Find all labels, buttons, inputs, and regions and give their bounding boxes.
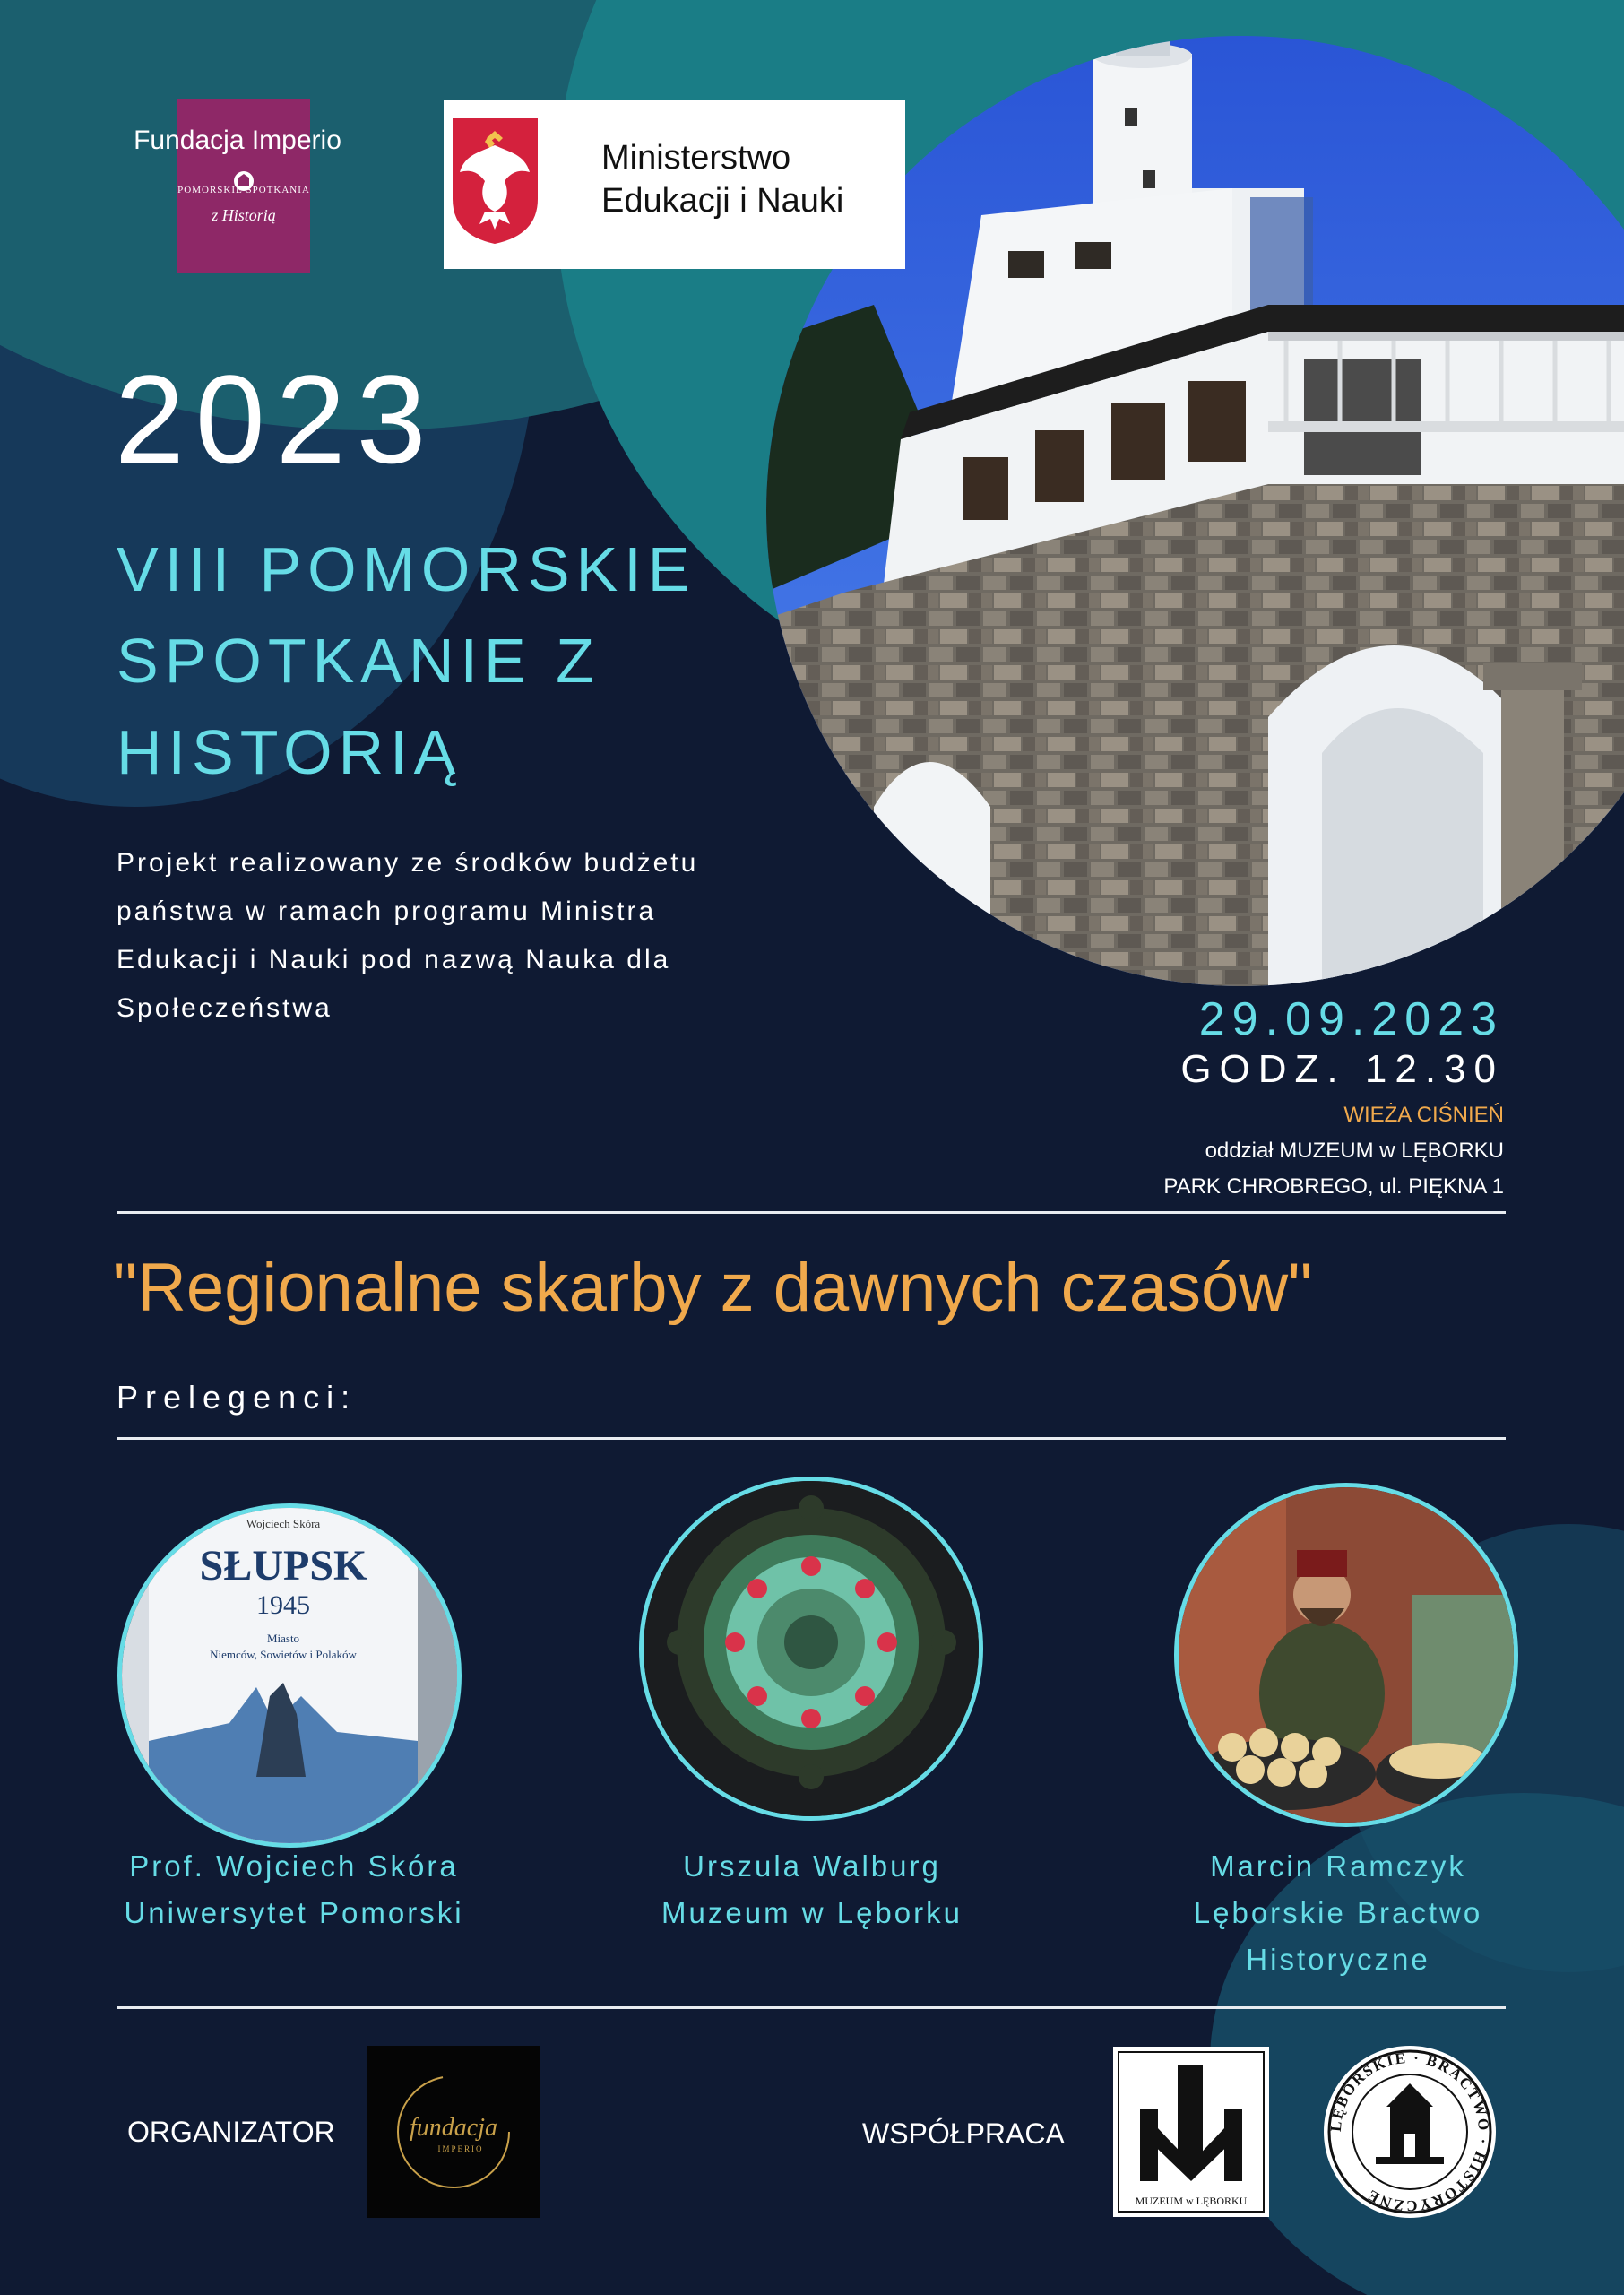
project-line: Społeczeństwa: [117, 993, 333, 1023]
speaker-3: [1105, 1843, 1571, 1983]
divider: [117, 2006, 1506, 2009]
speakers-label: Prelegenci:: [117, 1379, 358, 1416]
event-title-line3: HISTORIĄ: [117, 717, 462, 787]
cooperation-label: WSPÓŁPRACA: [862, 2117, 1065, 2150]
ministry-logo: [444, 100, 905, 269]
fundacja-imperio-organizer-logo: [367, 2046, 540, 2218]
event-branch: oddział MUZEUM w LĘBORKU: [1205, 1139, 1504, 1163]
speaker-affiliation: Muzeum w Lęborku: [661, 1896, 963, 1929]
fundacja-imperio-logo: [117, 99, 358, 273]
book-author: Wojciech Skóra: [246, 1517, 321, 1530]
ministry-name-line1: Ministerstwo: [601, 139, 791, 177]
brotherhood-logo-text: LĘBORSKIE · BRACTWO · HISTORYCZNE: [1326, 2048, 1493, 2215]
speaker-affiliation: Lęborskie Bractwo: [1193, 1896, 1483, 1929]
project-line: państwa w ramach programu Ministra: [117, 896, 657, 926]
year-heading: 2023: [115, 349, 437, 489]
divider: [117, 1211, 1506, 1214]
ministry-name: [601, 136, 843, 222]
lebork-brotherhood-logo: [1322, 2044, 1498, 2220]
book-subtitle: Niemców, Sowietów i Polaków: [210, 1648, 357, 1661]
fundacja-signature: z Historią: [212, 206, 276, 224]
book-cover-photo: [117, 1503, 462, 1848]
reenactor-photo: [1174, 1483, 1518, 1827]
event-address: PARK CHROBREGO, ul. PIĘKNA 1: [1163, 1174, 1504, 1199]
book-year: 1945: [256, 1590, 310, 1620]
polish-eagle-emblem-icon: [453, 118, 538, 244]
event-title-line2: SPOTKANIE Z: [117, 626, 600, 696]
event-title-line1: VIII POMORSKIE: [117, 534, 696, 604]
artifact-brooch-photo: [639, 1477, 983, 1821]
museum-logo-caption: MUZEUM w LĘBORKU: [1135, 2195, 1248, 2207]
organizer-logo-text: fundacja: [410, 2114, 497, 2142]
event-time: GODZ. 12.30: [1180, 1047, 1504, 1091]
speaker-affiliation: Uniwersytet Pomorski: [124, 1896, 464, 1929]
organizer-logo-sub: IMPERIO: [437, 2144, 484, 2153]
fundacja-name: Fundacja Imperio: [134, 126, 341, 155]
event-title: [117, 524, 789, 798]
event-place: WIEŻA CIŚNIEŃ: [1343, 1103, 1504, 1127]
speaker-1: [61, 1843, 527, 1936]
speaker-name: Prof. Wojciech Skóra: [129, 1849, 459, 1883]
project-line: Edukacji i Nauki pod nazwą Nauka dla: [117, 945, 671, 974]
event-date: 29.09.2023: [1198, 993, 1504, 1045]
book-subtitle: Miasto: [266, 1632, 300, 1645]
divider: [117, 1437, 1506, 1440]
project-description: [117, 839, 816, 1033]
book-title: SŁUPSK: [199, 1542, 367, 1589]
lecture-title: "Regionalne skarby z dawnych czasów": [113, 1250, 1313, 1326]
organizer-label: ORGANIZATOR: [127, 2116, 335, 2148]
project-line: Projekt realizowany ze środków budżetu: [117, 848, 699, 878]
speaker-affiliation: Historyczne: [1246, 1943, 1430, 1976]
ministry-name-line2: Edukacji i Nauki: [601, 182, 844, 220]
fundacja-caption: POMORSKIE SPOTKANIA: [177, 185, 310, 195]
museum-lebork-logo: [1113, 2047, 1269, 2217]
speaker-name: Marcin Ramczyk: [1210, 1849, 1466, 1883]
speaker-name: Urszula Walburg: [683, 1849, 941, 1883]
event-details: [1163, 993, 1504, 1205]
speaker-2: [579, 1843, 1045, 1936]
